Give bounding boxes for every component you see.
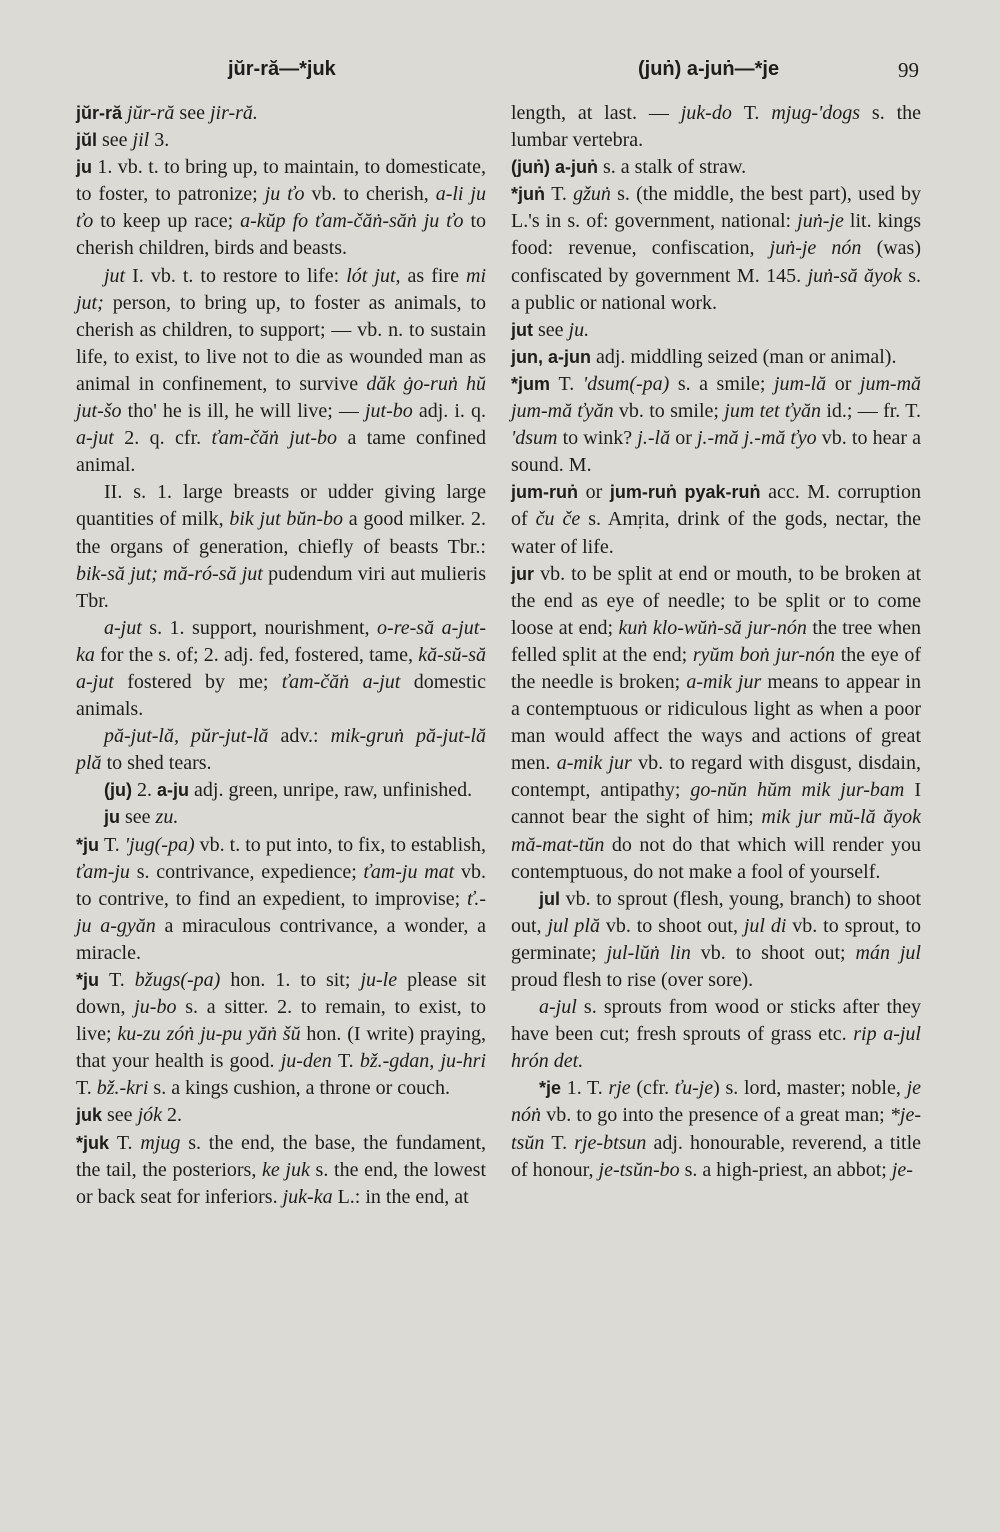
definition-text: vb. t. to put into, to fix, to establish, [199, 833, 486, 856]
headword: jur [511, 563, 541, 584]
italic-term: ju-le [360, 969, 408, 991]
dictionary-entry [76, 832, 486, 967]
running-header [0, 50, 1000, 90]
dictionary-entry [76, 615, 486, 723]
definition-text: I. vb. t. to restore to life: [132, 264, 347, 287]
italic-term: ťam-čăṅ jut-bo [211, 427, 348, 450]
italic-term: gžuṅ [573, 183, 618, 206]
italic-term: jum-mă jum-mă ťyăn [511, 372, 922, 423]
italic-term: ťam-ju [76, 860, 137, 883]
italic-term: a-mik jur [686, 670, 768, 693]
definition-text: T. [558, 372, 583, 395]
headword: jun, a-jun [511, 346, 596, 367]
headword: ju [76, 157, 98, 178]
definition-text: vb. to cherish, [311, 183, 436, 206]
italic-term: jil [132, 129, 155, 152]
definition-text: to shed tears. [106, 752, 212, 775]
definition-text: to wink? [562, 427, 638, 450]
italic-term: j.-mă j.-mă ťyo [696, 427, 822, 450]
italic-term: ju-den [280, 1050, 338, 1073]
dictionary-entry [511, 181, 921, 316]
definition-text: vb. to shoot out; [700, 941, 856, 964]
italic-term: bik-să jut; mă-ró-să jut [76, 562, 269, 585]
italic-term: 'jug(-pa) [124, 833, 200, 856]
definition-text: T. [109, 969, 135, 991]
dictionary-entry [511, 371, 921, 479]
definition-text: s. a stalk of straw. [602, 156, 747, 179]
italic-term: ke juk [262, 1158, 316, 1181]
definition-text: 2. q. cfr. [124, 427, 212, 450]
dictionary-entry [76, 100, 486, 127]
definition-text: T. [104, 833, 125, 856]
definition-text: hon. (I write) praying, that your health is good. [76, 1023, 487, 1073]
page-number: 99 [898, 58, 919, 82]
italic-term: mik-gruṅ pă-jut-lă plă [76, 725, 486, 775]
definition-text: id.; — fr. T. [826, 400, 921, 423]
definition-text: vb. to shoot out, [605, 914, 744, 937]
definition-text: or [834, 372, 860, 395]
definition-text: T. [116, 1131, 141, 1154]
italic-term: rip a-jul hrón det. [511, 1023, 921, 1073]
definition-text: s. sprouts from wood or sticks after they have been cut; fresh sprouts of grass etc. [511, 996, 921, 1046]
italic-term: je-tsŭn-bo [598, 1158, 685, 1181]
headword: jŭl [76, 130, 102, 151]
definition-text: (was) confiscated by government M. 145. [511, 237, 921, 287]
definition-text: a good milker. 2. the organs of generation, chiefly of beasts Tbr.: [76, 508, 486, 558]
italic-term: jir-ră. [209, 102, 258, 124]
italic-term: j.-lă [637, 427, 676, 450]
definition-text: s. (the middle, the best part), used by L.'s in s. of: government, national: [511, 183, 921, 233]
definition-text: the tree when felled split at the end; [511, 616, 921, 666]
definition-text: 2. [167, 1104, 182, 1127]
definition-text: II. s. 1. large breasts or udder giving large quantities of milk, [76, 481, 486, 531]
italic-term: bž.-kri [96, 1077, 154, 1100]
definition-text: to cherish children, birds and beasts. [76, 210, 486, 260]
italic-term: a-mik jur [556, 752, 639, 775]
italic-term: 'dsum(-pa) [582, 372, 678, 395]
italic-term: bžugs(-pa) [134, 969, 231, 991]
definition-text: L.: in the end, at [337, 1185, 469, 1208]
italic-term: ju ťo [264, 183, 312, 206]
dictionary-entry [76, 967, 486, 1102]
italic-term: *je-tsŭn [511, 1104, 921, 1154]
italic-term: rje [608, 1077, 637, 1100]
italic-term: ku-zu zóṅ ju-pu yăṅ šŭ [117, 1023, 307, 1046]
definition-text: a tame confined animal. [76, 427, 486, 477]
definition-text: for the s. of; 2. adj. fed, fostered, tame, [100, 643, 419, 666]
italic-term: juk-ka [282, 1185, 338, 1208]
definition-text: T. [551, 183, 574, 206]
definition-text: domestic animals. [76, 670, 486, 721]
italic-term: jul plă [547, 914, 606, 937]
dictionary-entry [511, 344, 921, 371]
definition-text: vb. to be split at end or mouth, to be broken at the end as eye of needle; to be split or to come loose at end; [511, 562, 921, 639]
italic-term: juṅ-să ăyok [807, 264, 909, 287]
italic-term: o-re-să a-jut-ka [76, 616, 486, 666]
definition-text: vb. to hear a sound. M. [511, 427, 921, 477]
definition-text: or [585, 481, 610, 504]
definition-text: s. 1. support, nourishment, [149, 616, 378, 639]
definition-text: ) s. lord, master; noble, [713, 1077, 907, 1100]
definition-text: vb. to sprout, to germinate; [511, 914, 922, 964]
definition-text: see [538, 318, 569, 341]
dictionary-entry [76, 777, 486, 804]
headword: *ju [76, 970, 110, 990]
definition-text: T. [743, 102, 772, 124]
definition-text: tho' he is ill, he will live; — [127, 400, 365, 423]
definition-text: hon. 1. to sit; [230, 969, 361, 991]
right-column [511, 100, 921, 1184]
definition-text: lit. kings food: revenue, confiscation, [511, 210, 921, 260]
definition-text: T. [337, 1050, 360, 1073]
italic-term: juṅ-je nón [769, 237, 877, 260]
right-guide-word: (juṅ) a-juṅ—*je [638, 58, 780, 80]
italic-term: ju. [568, 318, 590, 341]
definition-text: 2. [137, 779, 157, 802]
definition-text: vb. to contrive, to find an expedient, to improvise; [76, 860, 487, 910]
definition-text: s. a sitter. 2. to remain, to exist, to live; [76, 996, 486, 1046]
italic-term: bž.-gdan, ju-hri [359, 1050, 487, 1073]
italic-term: a-jut [104, 616, 150, 639]
headword: (ju) [104, 780, 137, 801]
definition-text: see [107, 1104, 138, 1127]
headword: *juk [76, 1132, 117, 1153]
definition-text: s. the end, the lowest or back seat for inferiors. [76, 1158, 486, 1208]
headword: *ju [76, 834, 105, 855]
definition-text: s. the end, the base, the fundament, the tail, the posteriors, [76, 1131, 487, 1181]
dictionary-entry [76, 723, 486, 777]
definition-text: vb. to sprout (flesh, young, branch) to shoot out, [511, 887, 921, 937]
headword: jum-ruṅ pyak-ruṅ [609, 482, 769, 503]
definition-text: 1. T. [566, 1077, 609, 1100]
italic-term: kă-sŭ-să a-jut [76, 643, 486, 693]
italic-term: bik jut bŭn-bo [229, 508, 349, 531]
headword: jut [511, 319, 538, 340]
definition-text: proud flesh to rise (over sore). [511, 969, 754, 991]
italic-term: je nóṅ [511, 1077, 921, 1127]
dictionary-entry [511, 479, 921, 560]
headword: jul [539, 888, 566, 909]
italic-term: zu. [155, 806, 179, 829]
italic-term: pă-jut-lă, pŭr-jut-lă [104, 725, 281, 748]
dictionary-entry [511, 317, 921, 344]
italic-term: je- [891, 1158, 913, 1181]
definition-text: the eye of the needle is broken; [511, 643, 921, 693]
definition-text: or [675, 427, 697, 450]
italic-term: jum tet ťyăn [724, 400, 827, 423]
italic-term: jum-lă [773, 372, 835, 395]
definition-text: s. contrivance, expedience; [136, 860, 364, 883]
dictionary-entry [76, 154, 486, 262]
definition-text: see [125, 806, 156, 829]
definition-text: s. a smile; [677, 372, 774, 395]
italic-term: juṅ-je [797, 210, 850, 233]
headword: juk [76, 1105, 108, 1126]
italic-term: juk-do [680, 102, 744, 124]
definition-text: as fire [407, 264, 466, 287]
definition-text: see [174, 102, 210, 124]
definition-text: to keep up race; [100, 210, 241, 233]
italic-term: jul-lŭṅ lin [606, 941, 701, 964]
italic-term: mjug-'dogs [771, 102, 872, 124]
italic-term: mjug [140, 1131, 189, 1154]
definition-text: see [102, 129, 133, 152]
headword: *je [539, 1078, 567, 1099]
left-guide-word: jŭr-ră—*juk [228, 58, 336, 80]
italic-term: kuṅ klo-wŭṅ-să jur-nón [618, 616, 813, 639]
headword: a-ju [157, 780, 195, 801]
italic-term: jut-bo [364, 400, 419, 423]
dictionary-entry [76, 1102, 486, 1129]
italic-term: a-jul [539, 996, 584, 1019]
italic-term: ču če [535, 508, 589, 531]
headword: (juṅ) a-juṅ [511, 157, 603, 178]
italic-term: jŭr-ră [127, 102, 175, 124]
dictionary-entry [76, 127, 486, 154]
italic-term: 'dsum [511, 427, 563, 450]
definition-text: acc. M. corruption of [511, 481, 921, 531]
italic-term: ryŭm boṅ jur-nón [692, 643, 841, 666]
italic-term: rje-btsun [574, 1131, 654, 1154]
headword: ju [104, 807, 125, 828]
italic-term: ťam-čăṅ a-jut [281, 670, 414, 693]
italic-term: mán jul [855, 941, 921, 964]
definition-text: length, at last. — [511, 102, 681, 124]
dictionary-entry [76, 804, 486, 831]
definition-text: T. [76, 1077, 97, 1100]
italic-term: dăk ġo-ruṅ hŭ jut-šo [76, 372, 487, 423]
definition-text: s. Amṛita, drink of the gods, nectar, the water of life. [511, 508, 921, 558]
definition-text: s. a high-priest, an abbot; [684, 1158, 892, 1181]
dictionary-entry [511, 886, 921, 994]
definition-text: adj. i. q. [418, 400, 486, 423]
left-column [76, 100, 486, 1211]
italic-term: mi jut; [76, 264, 486, 314]
definition-text: vb. to go into the presence of a great man; [546, 1104, 890, 1127]
definition-text: adj. honourable, reverend, a title of honour, [511, 1131, 922, 1181]
definition-text: I cannot bear the sight of him; [511, 779, 921, 829]
dictionary-entry [511, 994, 921, 1075]
italic-term: mik jur mŭ-lă ăyok mă-mat-tŭn [511, 806, 921, 856]
headword: jum-ruṅ [511, 482, 586, 503]
definition-text: (cfr. [636, 1077, 675, 1100]
definition-text: 3. [154, 129, 170, 152]
headword: *juṅ [511, 184, 552, 205]
italic-term: jók [137, 1104, 167, 1127]
italic-term: jul di [743, 914, 793, 937]
definition-text: do not do that which will render you contemptuous, do not make a fool of yourself. [511, 833, 921, 883]
definition-text: T. [551, 1131, 575, 1154]
italic-term: go-nŭn hŭm mik jur-bam [690, 779, 915, 802]
dictionary-entry [76, 263, 486, 480]
dictionary-entry [76, 479, 486, 614]
definition-text: adj. middling seized (man or animal). [596, 345, 897, 368]
definition-text: s. the lumbar vertebra. [511, 102, 922, 152]
definition-text: vb. to smile; [618, 400, 725, 423]
dictionary-entry [511, 1075, 921, 1183]
definition-text: adj. green, unripe, raw, unfinished. [194, 779, 473, 802]
headword: *jum [511, 373, 559, 394]
definition-text: please sit down, [76, 969, 487, 1019]
dictionary-entry [76, 1130, 486, 1211]
italic-term: jut [104, 264, 133, 287]
italic-term: ťu-je [674, 1077, 714, 1100]
definition-text: means to appear in a contemptuous or ridiculous light as when a poor man would affect the ways and actions of great men. [511, 670, 921, 775]
italic-term: a-jut [76, 427, 125, 450]
dictionary-entry [511, 154, 921, 181]
italic-term: lót jut, [346, 264, 408, 287]
definition-text: 1. vb. t. to bring up, to maintain, to domesticate, to foster, to patronize; [76, 156, 486, 206]
headword: jŭr-ră [76, 103, 128, 123]
definition-text: a miraculous contrivance, a wonder, a miracle. [76, 914, 487, 964]
italic-term: ť.-ju a-gyăn [76, 887, 486, 937]
dictionary-entry [511, 100, 921, 154]
definition-text: person, to bring up, to foster as animals, to cherish as children, to support; — vb. n. to sustain life, to exist, to live not to die as wounded man as animal in confinement, to survive [76, 291, 486, 395]
definition-text: vb. to regard with disgust, disdain, contempt, antipathy; [511, 752, 921, 802]
dictionary-entry [511, 561, 921, 886]
definition-text: s. a kings cushion, a throne or couch. [153, 1077, 451, 1100]
italic-term: ťam-ju mat [363, 860, 462, 883]
definition-text: adv.: [280, 725, 331, 748]
italic-term: ju-bo [134, 996, 186, 1019]
definition-text: fostered by me; [127, 670, 282, 693]
definition-text: s. a public or national work. [511, 264, 921, 314]
italic-term: a-li ju ťo [76, 183, 486, 233]
definition-text: pudendum viri aut mulieris Tbr. [76, 562, 487, 612]
italic-term: a-kŭp fo ťam-čăṅ-săṅ ju ťo [240, 210, 471, 233]
